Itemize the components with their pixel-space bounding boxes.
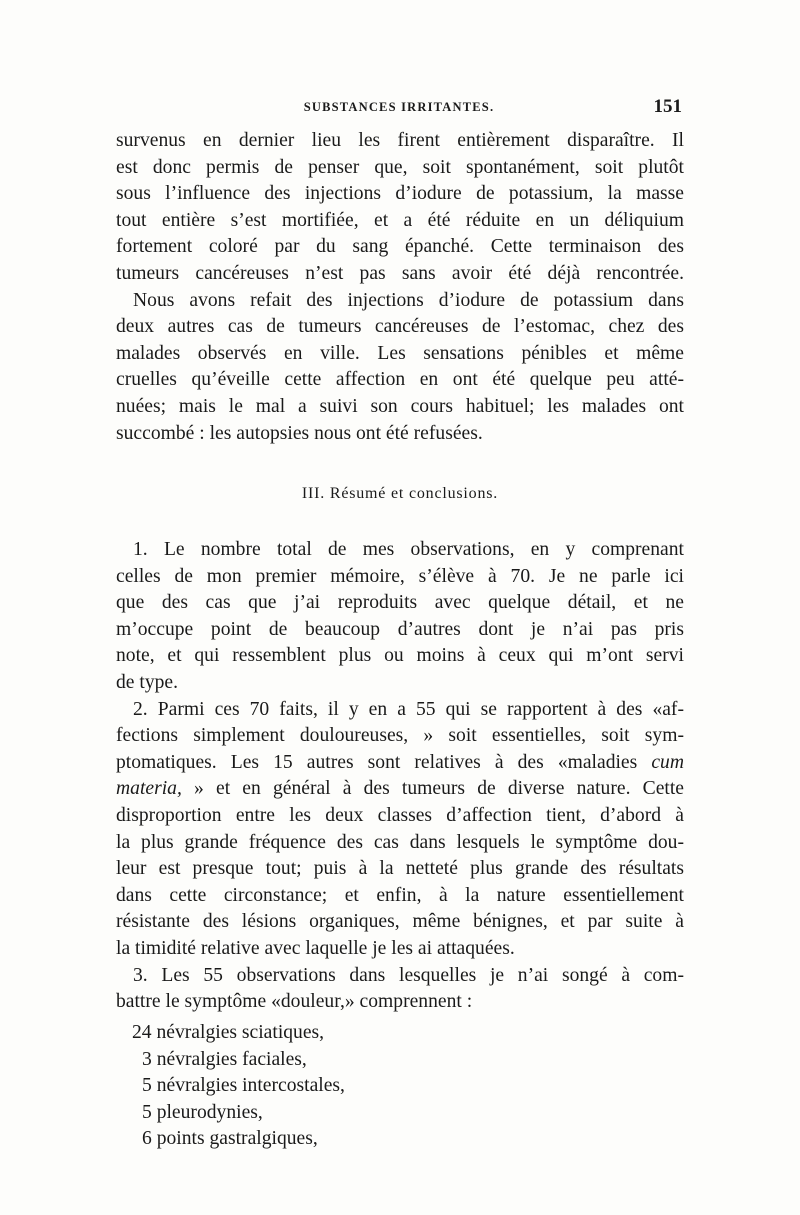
text-line: 2. Parmi ces 70 faits, il y en a 55 qui se rapportent à des «af- xyxy=(133,698,684,720)
symptom-list xyxy=(132,1020,345,1153)
text-line: survenus en dernier lieu les firent entièrement disparaître. Il xyxy=(116,130,684,151)
page-header xyxy=(116,96,682,120)
text-line: malades observés en ville. Les sensations pénibles et même xyxy=(116,342,684,364)
text-line: de type. xyxy=(116,671,179,693)
text-line: nuées; mais le mal a suivi son cours habituel; les malades ont xyxy=(116,395,684,417)
point-3 xyxy=(116,963,684,1016)
list-item: 6 points gastralgiques, xyxy=(142,1128,318,1150)
text-line: leur est presque tout; puis à la netteté plus grande des résultats xyxy=(116,858,684,880)
text-line: cruelles qu’éveille cette affection en ont été quelque peu atté- xyxy=(116,369,684,391)
text-line: dans cette circonstance; et enfin, à la nature essentiellement xyxy=(116,884,684,906)
text-run: ptomatiques. Les 15 autres sont relatives à des «maladies xyxy=(116,751,652,773)
text-line: sous l’influence des injections d’iodure de potassium, la masse xyxy=(116,183,684,205)
text-line: deux autres cas de tumeurs cancéreuses de l’estomac, chez des xyxy=(116,316,684,338)
text-line xyxy=(116,776,684,803)
paragraph-1 xyxy=(116,128,684,288)
text-line: battre le symptôme «douleur,» comprennent : xyxy=(116,991,473,1013)
section-heading: III. Résumé et conclusions. xyxy=(301,485,499,502)
text-line xyxy=(116,750,684,777)
point-2 xyxy=(116,697,684,963)
text-line: m’occupe point de beaucoup d’autres dont je n’ai pas pris xyxy=(116,618,684,640)
text-line: fortement coloré par du sang épanché. Cette terminaison des xyxy=(116,236,684,258)
body-text xyxy=(116,128,684,447)
text-line: tumeurs cancéreuses n’est pas sans avoir été déjà rencontrée. xyxy=(116,262,684,284)
text-line: celles de mon premier mémoire, s’élève à 70. Je ne parle ici xyxy=(116,565,684,587)
text-line: tout entière s’est mortifiée, et a été réduite en un déliquium xyxy=(116,209,684,231)
text-line: 1. Le nombre total de mes observations, en y comprenant xyxy=(133,539,684,560)
text-line: note, et qui ressemblent plus ou moins à ceux qui m’ont servi xyxy=(116,645,684,667)
text-line: Nous avons refait des injections d’iodure de potassium dans xyxy=(133,289,684,311)
text-line: 3. Les 55 observations dans lesquelles je n’ai songé à com- xyxy=(133,964,684,986)
point-1 xyxy=(116,537,684,697)
text-line: la timidité relative avec laquelle je les ai attaquées. xyxy=(116,937,515,959)
conclusions-text xyxy=(116,537,684,1016)
text-run: » et en général à des tumeurs de diverse nature. Cette xyxy=(194,778,684,800)
text-line: que des cas que j’ai reproduits avec quelque détail, et ne xyxy=(116,592,684,614)
paragraph-2 xyxy=(116,288,684,448)
list-item: 5 pleurodynies, xyxy=(142,1101,263,1123)
list-item: 3 névralgies faciales, xyxy=(142,1048,307,1070)
text-line: la plus grande fréquence des cas dans lesquels le symptôme dou- xyxy=(116,831,684,853)
italic-text: cum xyxy=(651,751,684,773)
text-line: résistante des lésions organiques, même bénignes, et par suite à xyxy=(116,911,684,933)
list-item: 5 névralgies intercostales, xyxy=(142,1075,345,1097)
page-number: 151 xyxy=(653,96,682,117)
running-head: SUBSTANCES IRRITANTES. xyxy=(303,100,495,114)
text-line: fections simplement douloureuses, » soit essentielles, soit sym- xyxy=(116,725,684,747)
italic-text: materia, xyxy=(116,778,182,800)
text-line: succombé : les autopsies nous ont été refusées. xyxy=(116,422,483,444)
text-line: disproportion entre les deux classes d’affection tient, d’abord à xyxy=(116,804,684,826)
text-line: est donc permis de penser que, soit spontanément, soit plutôt xyxy=(116,156,684,178)
list-item: 24 névralgies sciatiques, xyxy=(132,1022,325,1043)
